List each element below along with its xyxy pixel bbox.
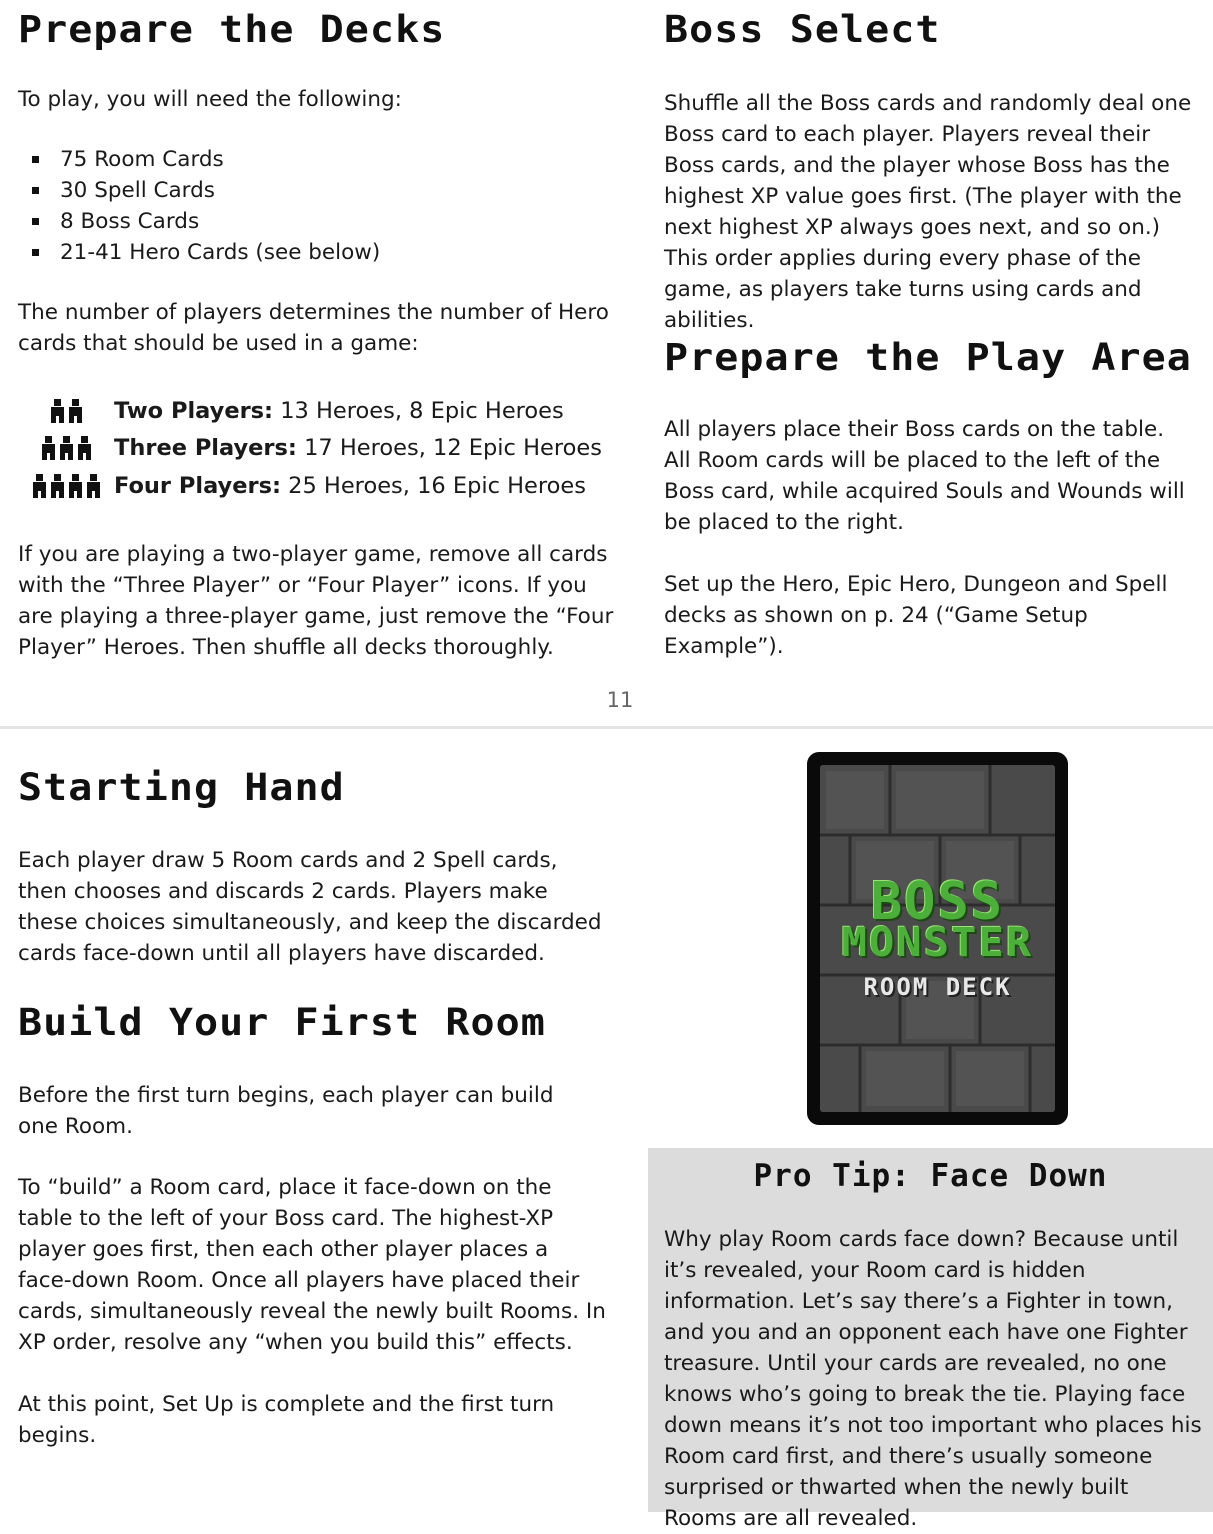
starting-hand-text: Each player draw 5 Room cards and 2 Spell cards, then chooses and discards 2 cards. Players make these choices simultaneously, and keep the discarded cards face-down until all players have discarded. bbox=[18, 848, 602, 966]
player-row-four bbox=[18, 467, 602, 505]
pro-tip-box bbox=[648, 1148, 1213, 1531]
player-count-label: Four Players: bbox=[114, 472, 281, 499]
bullet-icon bbox=[32, 156, 39, 163]
bullet-icon bbox=[32, 218, 39, 225]
bullet-icon bbox=[32, 249, 39, 256]
card-list bbox=[30, 144, 380, 268]
player-icon bbox=[86, 474, 101, 498]
player-icon bbox=[59, 436, 74, 460]
card-subtitle: ROOM DECK bbox=[863, 973, 1012, 1001]
hero-count-value: 17 Heroes, 12 Epic Heroes bbox=[304, 435, 602, 462]
player-icons bbox=[18, 399, 114, 423]
boss-select-text: Shuffle all the Boss cards and randomly deal one Boss card to each player. Players reveal their Boss cards, and the player whose Boss has the highest XP value goes first. (The player with the next highest XP always goes next, and so on.) This order applies during every phase of the game, as players take turns using cards and abilities. bbox=[664, 91, 1192, 333]
list-item bbox=[30, 175, 380, 206]
player-icon bbox=[50, 474, 65, 498]
player-icon bbox=[77, 436, 92, 460]
player-icon bbox=[41, 436, 56, 460]
setup-reference-text: Set up the Hero, Epic Hero, Dungeon and Spell decks as shown on p. 24 (“Game Setup Example”). bbox=[664, 572, 1168, 659]
page-number: 11 bbox=[606, 688, 634, 712]
hero-count-value: 13 Heroes, 8 Epic Heroes bbox=[280, 397, 564, 424]
play-area-text: All players place their Boss cards on the table. All Room cards will be placed to the left of the Boss card, while acquired Souls and Wounds will be placed to the right. bbox=[664, 417, 1185, 535]
pro-tip-title: Pro Tip: Face Down bbox=[753, 1158, 1108, 1194]
card-logo-boss: BOSS bbox=[870, 872, 1005, 932]
player-count-label: Two Players: bbox=[114, 397, 274, 424]
list-item bbox=[30, 237, 380, 268]
player-icon bbox=[68, 474, 83, 498]
heading-boss-select: Boss Select bbox=[664, 8, 941, 51]
heading-prepare-decks: Prepare the Decks bbox=[18, 8, 446, 51]
card-count-label: 8 Boss Cards bbox=[60, 209, 200, 234]
players-intro: The number of players determines the number of Hero cards that should be used in a game: bbox=[18, 300, 609, 356]
player-icons bbox=[18, 474, 114, 498]
player-icon bbox=[68, 399, 83, 423]
heading-starting-hand: Starting Hand bbox=[18, 766, 345, 809]
removal-note: If you are playing a two-player game, remove all cards with the “Three Player” or “Four Player” icons. If you are playing a three-player game, just remove the “Four Player” Heroes. Then shuffle all decks thoroughly. bbox=[18, 542, 614, 660]
rulebook-page-11 bbox=[0, 0, 1213, 726]
heading-build-first-room: Build Your First Room bbox=[18, 1001, 546, 1044]
card-count-label: 30 Spell Cards bbox=[60, 178, 215, 203]
build-room-intro: Before the first turn begins, each player can build one Room. bbox=[18, 1083, 554, 1139]
player-row-two bbox=[18, 392, 602, 430]
bullet-icon bbox=[32, 187, 39, 194]
deck-requirements-intro: To play, you will need the following: bbox=[18, 87, 402, 112]
card-count-label: 21-41 Hero Cards (see below) bbox=[60, 240, 381, 265]
player-icons bbox=[18, 436, 114, 460]
player-count-label: Three Players: bbox=[114, 435, 297, 462]
player-icon bbox=[32, 474, 47, 498]
list-item bbox=[30, 144, 380, 175]
build-room-instructions: To “build” a Room card, place it face-down on the table to the left of your Boss card. The highest-XP player goes first, then each other player places a face-down Room. Once all players have placed their cards, simultaneously reveal the newly built Rooms. In XP order, resolve any “when you build this” effects. bbox=[18, 1175, 606, 1355]
hero-count-value: 25 Heroes, 16 Epic Heroes bbox=[288, 472, 586, 499]
pro-tip-text: Why play Room cards face down? Because until it’s revealed, your Room card is hidden information. Let’s say there’s a Fighter in town, and you and an opponent each have one Fighter treasure. Until your cards are revealed, no one knows who’s going to break the tie. Playing face down means it’s not too important who places his Room card first, and there’s usually someone surprised or thwarted when the newly built Rooms are all revealed. bbox=[664, 1227, 1202, 1531]
player-icon bbox=[50, 399, 65, 423]
room-deck-card-image bbox=[807, 752, 1068, 1125]
player-row-three bbox=[18, 430, 602, 468]
setup-complete-text: At this point, Set Up is complete and the first turn begins. bbox=[18, 1392, 555, 1448]
heading-prepare-play-area: Prepare the Play Area bbox=[664, 336, 1192, 379]
card-count-label: 75 Room Cards bbox=[60, 147, 224, 172]
card-logo-monster: MONSTER bbox=[841, 920, 1034, 966]
card-face bbox=[820, 765, 1055, 1112]
list-item bbox=[30, 206, 380, 237]
player-count-table bbox=[18, 392, 602, 505]
